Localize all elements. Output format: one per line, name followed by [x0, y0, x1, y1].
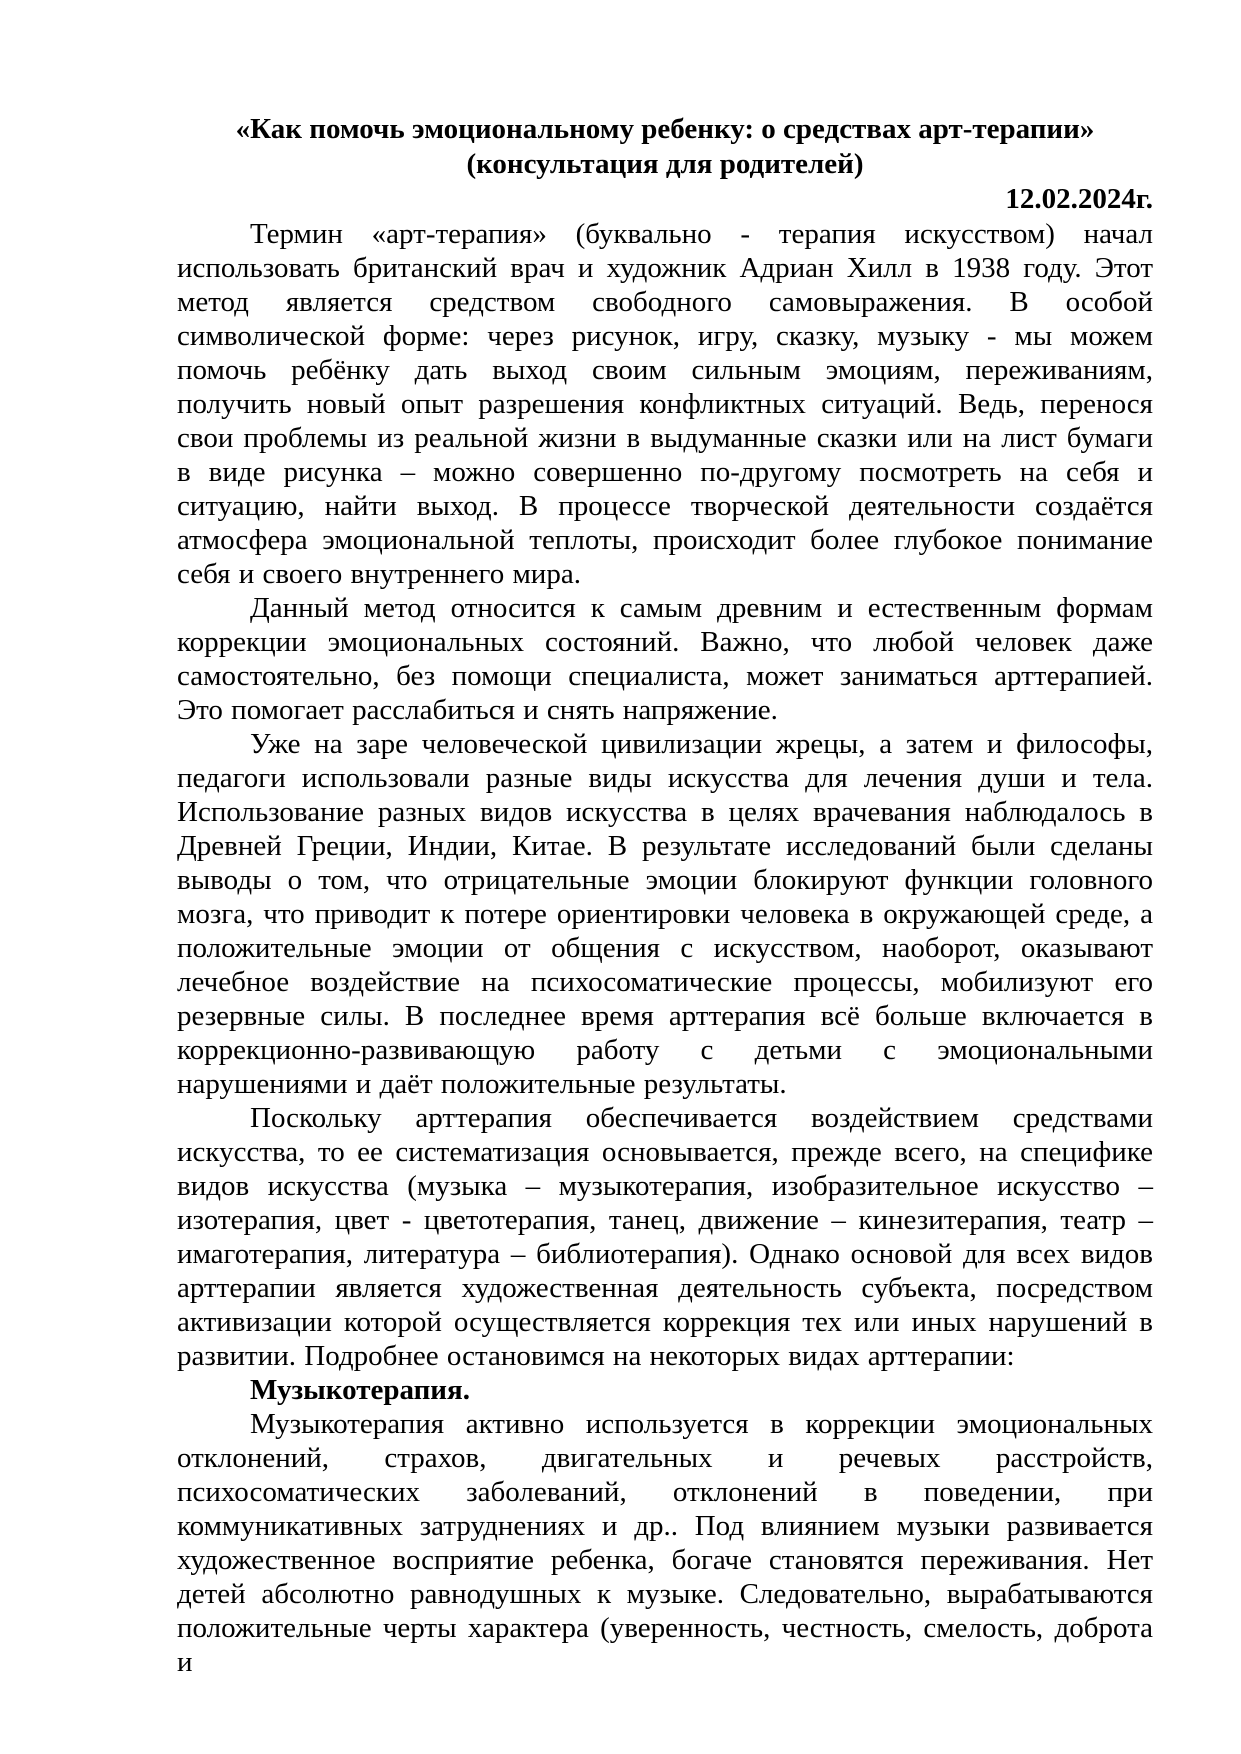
paragraph-method-correction: Данный метод относится к самым древним и естественным формам коррекции эмоциональных состояний. Важно, что любой человек даже самостоятельно, без помощи специалиста, может заниматься арттерапией. Это помогает расслабиться и снять напряжение.	[177, 592, 1153, 726]
title-line-2: (консультация для родителей)	[466, 148, 864, 180]
section-heading-musictherapy: Музыкотерапия.	[250, 1374, 470, 1406]
paragraph-art-therapy-classification: Поскольку арттерапия обеспечивается воздействием средствами искусства, то ее систематизация основывается, прежде всего, на специфике видов искусства (музыка – музыкотерапия, изобразительное искусство – изотерапия, цвет - цветотерапия, танец, движение – кинезитерапия, театр – имаготерапия, литература – библиотерапия). Однако основой для всех видов арттерапии является художественная деятельность субъекта, посредством активизации которой осуществляется коррекция тех или иных нарушений в развитии. Подробнее остановимся на некоторых видах арттерапии:	[177, 1102, 1153, 1372]
document-date: 12.02.2024г.	[1005, 183, 1153, 215]
paragraph-ancient-civilization: Уже на заре человеческой цивилизации жрецы, а затем и философы, педагоги использовали разные виды искусства для лечения души и тела. Использование разных видов искусства в целях врачевания наблюдалось в Древней Греции, Индии, Китае. В результате исследований были сделаны выводы о том, что отрицательные эмоции блокируют функции головного мозга, что приводит к потере ориентировки человека в окружающей среде, а положительные эмоции от общения с искусством, наоборот, оказывают лечебное воздействие на психосоматические процессы, мобилизуют его резервные силы. В последнее время арттерапия всё больше включается в коррекционно-развивающую работу с детьми с эмоциональными нарушениями и даёт положительные результаты.	[177, 728, 1153, 1100]
document-title	[177, 112, 1153, 182]
paragraph-art-therapy-term: Термин «арт-терапия» (буквально - терапия искусством) начал использовать британский врач и художник Адриан Хилл в 1938 году. Этот метод является средством свободного самовыражения. В особой символической форме: через рисунок, игру, сказку, музыку - мы можем помочь ребёнку дать выход своим сильным эмоциям, переживаниям, получить новый опыт разрешения конфликтных ситуаций. Ведь, перенося свои проблемы из реальной жизни в выдуманные сказки или на лист бумаги в виде рисунка – можно совершенно по-другому посмотреть на себя и ситуацию, найти выход. В процессе творческой деятельности создаётся атмосфера эмоциональной теплоты, происходит более глубокое понимание себя и своего внутреннего мира.	[177, 218, 1153, 590]
paragraph-musictherapy-usage: Музыкотерапия активно используется в коррекции эмоциональных отклонений, страхов, двигательных и речевых расстройств, психосоматических заболеваний, отклонений в поведении, при коммуникативных затруднениях и др.. Под влиянием музыки развивается художественное восприятие ребенка, богаче становятся переживания. Нет детей абсолютно равнодушных к музыке. Следовательно, вырабатываются положительные черты характера (уверенность, честность, смелость, доброта и	[177, 1408, 1153, 1678]
title-line-1: «Как помочь эмоциональному ребенку: о средствах арт-терапии»	[235, 113, 1095, 145]
